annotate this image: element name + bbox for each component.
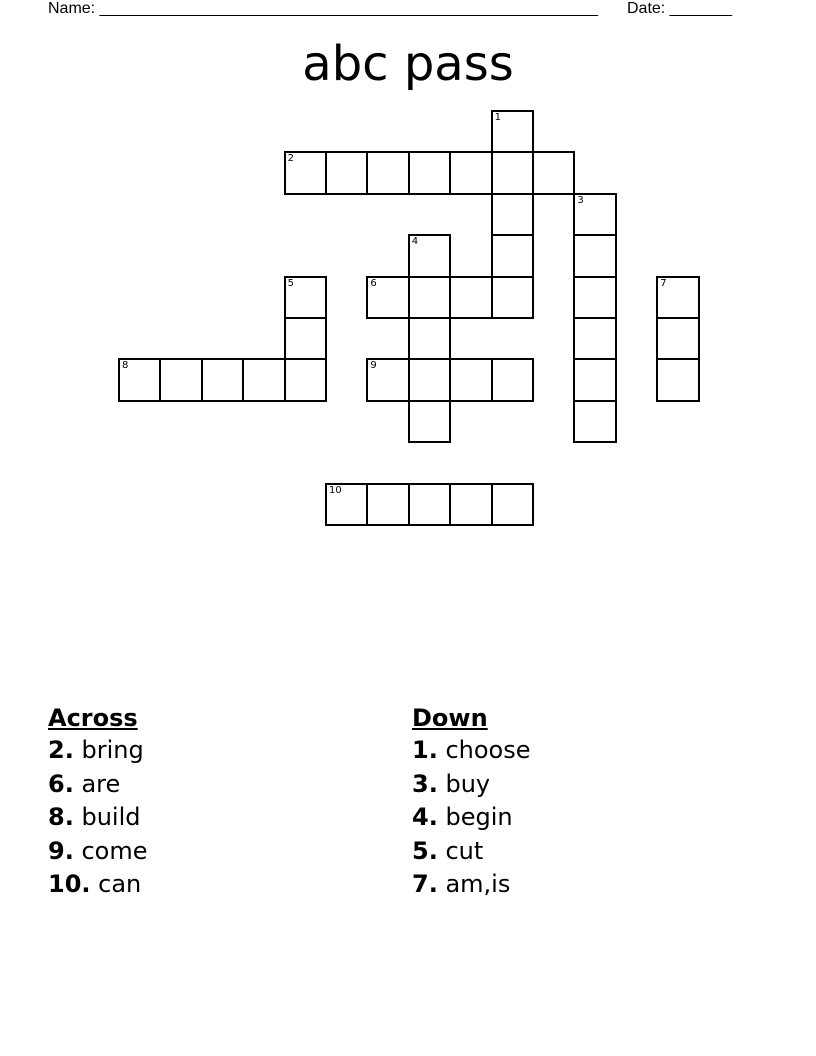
down-list (412, 734, 531, 902)
clue-item (48, 835, 148, 869)
across-heading: Across (48, 704, 138, 732)
grid-cell[interactable] (449, 358, 492, 401)
clue-number: 2. (48, 736, 74, 764)
grid-cell[interactable] (573, 317, 616, 360)
cell-number: 9 (370, 360, 377, 372)
clue-number: 3. (412, 769, 438, 798)
date-blank[interactable]: _______ (669, 0, 732, 17)
grid-cell[interactable] (366, 276, 409, 319)
clue-number: 9. (48, 836, 74, 865)
grid-cell[interactable] (408, 358, 451, 401)
grid-cell[interactable] (573, 193, 616, 236)
grid-cell[interactable] (408, 317, 451, 360)
clue-number: 7. (412, 870, 438, 898)
grid-cell[interactable] (449, 276, 492, 319)
cell-number: 4 (411, 236, 419, 248)
grid-cell[interactable] (491, 193, 534, 236)
grid-cell[interactable] (201, 358, 244, 401)
cell-number: 3 (577, 194, 584, 206)
clue-number: 10. (48, 870, 91, 898)
clue-text: begin (445, 803, 513, 831)
clue-item (48, 868, 148, 902)
grid-cell[interactable] (284, 151, 327, 194)
grid-cell[interactable] (284, 276, 327, 319)
clue-number: 8. (48, 803, 74, 831)
clue-number: 1. (412, 736, 438, 764)
clue-text: am,is (445, 870, 511, 898)
grid-cell[interactable] (491, 234, 534, 277)
puzzle-title: abc pass (302, 36, 514, 92)
grid-cell[interactable] (656, 317, 699, 360)
grid-cell[interactable] (284, 317, 327, 360)
clue-text: build (81, 803, 141, 831)
clue-item (412, 768, 531, 802)
grid-cell[interactable] (491, 483, 534, 526)
grid-cell[interactable] (159, 358, 202, 401)
clue-text: can (98, 870, 142, 898)
grid-cell[interactable] (449, 483, 492, 526)
grid-cell[interactable] (366, 483, 409, 526)
grid-cell[interactable] (491, 358, 534, 401)
clue-number: 6. (48, 769, 74, 798)
grid-cell[interactable] (366, 358, 409, 401)
grid-cell[interactable] (408, 151, 451, 194)
across-list (48, 734, 148, 902)
date-label: Date: (627, 0, 666, 17)
grid-cell[interactable] (573, 358, 616, 401)
cell-number: 2 (287, 153, 294, 165)
name-label: Name: (48, 0, 96, 17)
grid-cell[interactable] (366, 151, 409, 194)
cell-number: 6 (370, 277, 377, 289)
clue-text: cut (445, 836, 484, 865)
clue-item (412, 801, 531, 835)
grid-cell[interactable] (408, 234, 451, 277)
grid-cell[interactable] (325, 483, 368, 526)
grid-cell[interactable] (491, 151, 534, 194)
grid-cell[interactable] (118, 358, 161, 401)
clue-item (412, 835, 531, 869)
clue-item (48, 801, 148, 835)
clue-item (412, 734, 531, 768)
grid-cell[interactable] (242, 358, 285, 401)
down-heading: Down (412, 704, 488, 732)
clue-item (412, 868, 531, 902)
grid-cell[interactable] (573, 276, 616, 319)
across-clues (48, 702, 148, 902)
grid-cell[interactable] (573, 400, 616, 443)
clue-text: choose (445, 736, 531, 764)
grid-cell[interactable] (656, 358, 699, 401)
grid-cell[interactable] (408, 276, 451, 319)
cell-number: 1 (494, 112, 501, 123)
clue-item (48, 768, 148, 802)
grid-cell[interactable] (532, 151, 575, 194)
cell-number: 7 (660, 277, 667, 289)
grid-cell[interactable] (284, 358, 327, 401)
grid-cell[interactable] (656, 276, 699, 319)
cell-number: 5 (287, 277, 294, 289)
clue-text: bring (81, 736, 144, 764)
clue-text: are (81, 769, 121, 798)
grid-cell[interactable] (449, 151, 492, 194)
grid-cell[interactable] (408, 400, 451, 443)
grid-cell[interactable] (325, 151, 368, 194)
clue-number: 5. (412, 836, 438, 865)
name-blank[interactable]: ________________________________________________________ (99, 0, 598, 17)
clue-text: come (81, 836, 148, 865)
grid-cell[interactable] (491, 276, 534, 319)
grid-cell[interactable] (573, 234, 616, 277)
cell-number: 10 (329, 484, 342, 496)
cell-number: 8 (122, 360, 129, 372)
down-clues (412, 702, 531, 902)
grid-cell[interactable] (491, 110, 534, 153)
clue-item (48, 734, 148, 768)
clue-text: buy (445, 769, 491, 798)
grid-cell[interactable] (408, 483, 451, 526)
clue-number: 4. (412, 803, 438, 831)
